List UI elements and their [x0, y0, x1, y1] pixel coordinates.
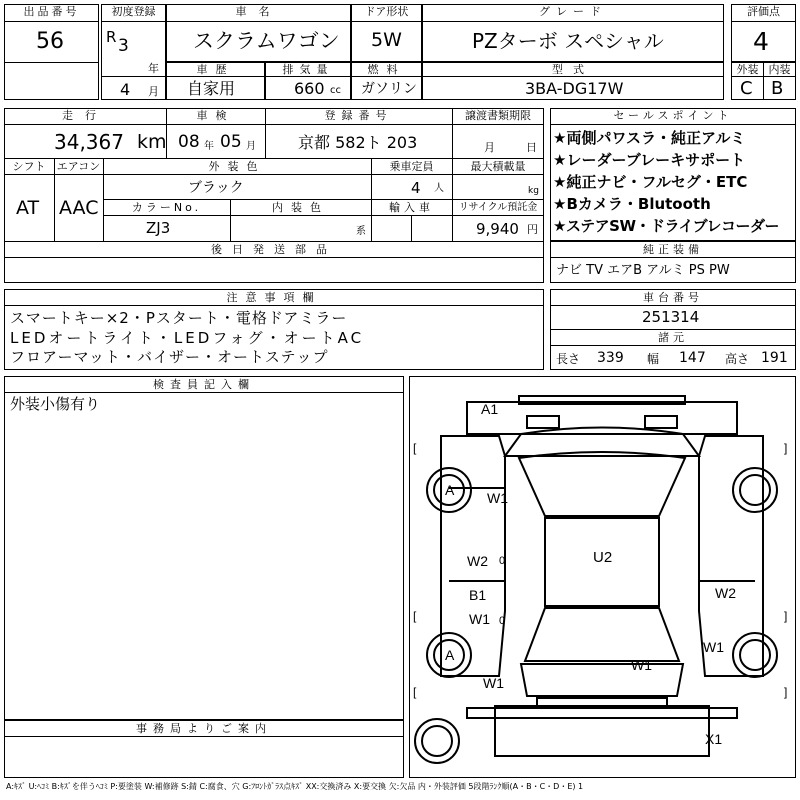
year-unit: 年 [148, 62, 159, 75]
selling-point-4: ★Bカメラ・Blutooth [553, 195, 711, 213]
length-value: 339 [597, 350, 624, 366]
office-title: 事務局よりご案内 [136, 722, 272, 735]
mileage-value: 34,367 [54, 130, 124, 154]
recycle-unit: 円 [527, 223, 538, 236]
shift-label: シフト [12, 160, 46, 173]
selling-point-5: ★ステアSW・ドライブレコーダー [553, 217, 779, 235]
mark-w2-right: W2 [715, 585, 736, 601]
inspection-month-unit: 月 [246, 141, 256, 152]
interior-color-unit: 系 [356, 226, 366, 237]
exterior-value: C [740, 78, 753, 99]
inspection-year: 08 [178, 132, 200, 152]
capacity-unit: 人 [434, 183, 444, 194]
mileage-label: 走行 [62, 109, 108, 122]
length-label: 長さ [556, 352, 581, 366]
grade-value: PZターボ スペシャル [472, 29, 664, 53]
height-label: 高さ [725, 352, 750, 366]
inspection-month: 05 [220, 132, 242, 152]
color-label: 外装色 [208, 160, 266, 173]
selling-points-title: セールスポイント [613, 109, 733, 122]
color-value: ブラック [188, 180, 244, 196]
shift-value: AT [16, 197, 40, 219]
later-parts-label: 後日発送部品 [211, 243, 337, 256]
displacement-label: 排気量 [282, 63, 334, 76]
mark-w1-right: W1 [703, 639, 724, 655]
recycle-value: 9,940 [476, 220, 519, 238]
displacement-unit: cc [330, 85, 341, 96]
first-reg-label: 初度登録 [111, 5, 156, 18]
mark-w1-left-mid: W1 [469, 611, 490, 627]
legend: A:ｷｽﾞ U:ﾍｺﾐ B:ｷｽﾞを伴うﾍｺﾐ P:要塗装 W:補修跡 S:錆 C:腐食、穴 G:ﾌﾛﾝﾄｶﾞﾗｽ点ｷｽﾞ XX:交換済み X:要交換 欠:欠品 内・外装評価 5段階ﾗﾝｸ順(A・B・C・D・E) 1 [6, 782, 584, 791]
mark-a1: A1 [481, 401, 499, 417]
fuel-label: 燃料 [367, 63, 406, 76]
notes-line-1: スマートキー×2・Pスタート・電格ドアミラー [10, 309, 348, 327]
month-unit: 月 [148, 85, 159, 98]
mark-w1-left-bottom: W1 [483, 675, 504, 691]
car-diagram [409, 376, 796, 778]
car-name-label: 車名 [235, 5, 282, 18]
inspection-year-unit: 年 [204, 141, 214, 152]
mark-u2: U2 [593, 549, 613, 566]
color-no-label: カラーNo. [131, 201, 202, 214]
equipment-value: ナビ TV エアB アルミ PS PW [556, 263, 730, 278]
lot-value: 56 [36, 29, 64, 54]
chassis-value: 251314 [642, 308, 700, 326]
mileage-unit: km [137, 131, 167, 153]
grade-label: グレード [539, 5, 607, 18]
car-name-value: スクラムワゴン [193, 29, 340, 53]
transfer-label: 譲渡書類期限 [465, 109, 531, 122]
transfer-day-unit: 日 [526, 141, 537, 154]
windshield-shape [519, 452, 685, 516]
plate-value: 京都 582ト 203 [298, 133, 418, 152]
rear-door-shape [521, 664, 683, 696]
era-letter: R [106, 28, 117, 46]
load-unit: kg [528, 186, 539, 196]
selling-point-1: ★両側パワスラ・純正アルミ [553, 129, 746, 147]
door-value: 5W [371, 29, 402, 51]
month-value: 4 [120, 80, 131, 99]
recycle-label: リサイクル預託金 [458, 202, 538, 213]
inspector-text: 外装小傷有り [10, 395, 101, 413]
interior-color-label: 内装色 [272, 201, 329, 214]
notes-title: 注意事項欄 [226, 291, 322, 304]
score-value: 4 [753, 27, 769, 56]
bracket-right-3: ] [784, 685, 788, 699]
mark-a-left-bottom: A [445, 647, 455, 663]
bracket-left-2: [ [413, 609, 417, 623]
mark-w2-left: W2 [467, 553, 488, 569]
exterior-label: 外装 [736, 63, 759, 76]
inspection-label: 車検 [196, 109, 235, 122]
mark-b1: B1 [469, 587, 487, 603]
history-label: 車歴 [196, 63, 235, 76]
history-value: 自家用 [187, 79, 236, 98]
equipment-title: 純正装備 [643, 243, 703, 256]
fuel-value: ガソリン [361, 81, 417, 97]
dims-label: 諸元 [658, 331, 688, 344]
mark-w1-left-top: W1 [487, 490, 508, 506]
notes-line-2: LEDオートライト・LEDフォグ・オートAC [10, 329, 365, 347]
interior-value: B [771, 78, 784, 99]
interior-label: 内装 [768, 63, 791, 76]
capacity-label: 乗車定員 [389, 160, 434, 173]
inspector-title: 検査員記入欄 [153, 378, 255, 391]
rear-window-shape [525, 608, 679, 661]
mark-zero-1: 0 [499, 555, 506, 567]
lot-label: 出品番号 [23, 5, 80, 18]
front-panel-shape [467, 402, 737, 434]
mark-a-left-top: A [445, 482, 455, 498]
height-value: 191 [761, 350, 788, 366]
plate-label: 登録番号 [324, 109, 393, 122]
model-value: 3BA-DG17W [525, 79, 624, 98]
import-label: 輸入車 [389, 201, 434, 214]
score-label: 評価点 [747, 5, 780, 18]
bracket-right-2: ] [784, 609, 788, 623]
inspector-box [4, 376, 404, 720]
year-value: 3 [118, 36, 129, 56]
capacity-value: 4 [411, 179, 421, 197]
ac-label: エアコン [56, 160, 101, 173]
door-label: ドア形状 [364, 5, 409, 18]
notes-line-3: フロアーマット・バイザー・オートステップ [10, 348, 329, 366]
model-label: 型式 [552, 63, 594, 76]
underside-shape [495, 706, 709, 756]
rear-panel-shape [467, 708, 737, 718]
chassis-title: 車台番号 [643, 291, 703, 304]
mark-zero-2: 0 [499, 615, 506, 627]
bracket-right-1: ] [784, 441, 788, 455]
mark-x1: X1 [705, 731, 723, 747]
load-label: 最大積載量 [470, 160, 526, 173]
width-label: 幅 [647, 352, 660, 366]
bracket-left-3: [ [413, 685, 417, 699]
headlight-shape [527, 416, 677, 428]
transfer-month-unit: 月 [484, 141, 495, 154]
mark-w1-center: W1 [631, 657, 652, 673]
width-value: 147 [679, 350, 706, 366]
selling-point-3: ★純正ナビ・フルセグ・ETC [553, 173, 748, 191]
selling-point-2: ★レーダーブレーキサポート [553, 151, 746, 169]
displacement-value: 660 [294, 79, 325, 98]
ac-value: AAC [59, 197, 99, 219]
bracket-left-1: [ [413, 441, 417, 455]
color-no-value: ZJ3 [146, 219, 171, 237]
